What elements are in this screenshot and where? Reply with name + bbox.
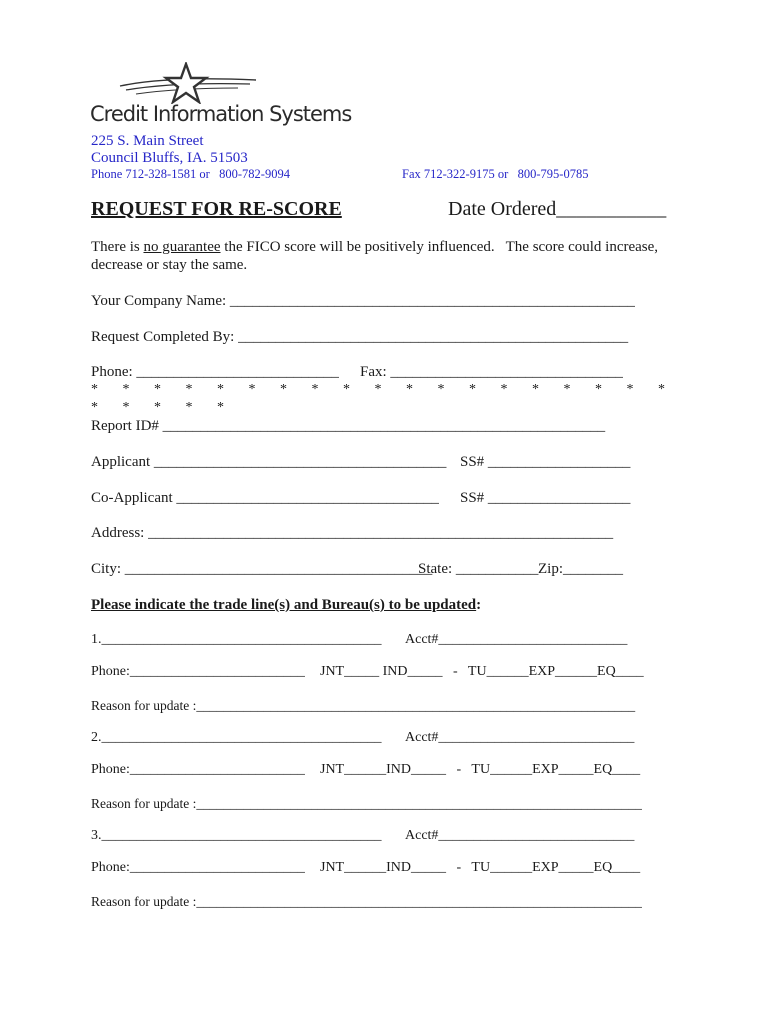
tradeline-2-bureaus-field[interactable]: JNT______IND_____ - TU______EXP_____EQ____ — [320, 762, 641, 777]
tradeline-3-creditor-field[interactable]: 3.________________________________________ — [91, 828, 382, 843]
tradeline-3-reason-field[interactable]: Reason for update :__________________________________________________________________ — [91, 894, 642, 909]
report-id-field[interactable]: Report ID# ___________________________________________________________ — [91, 418, 606, 434]
tradeline-2-acct-field[interactable]: Acct#____________________________ — [405, 730, 635, 745]
address-field[interactable]: Address: ______________________________________________________________ — [91, 525, 614, 541]
applicant-field[interactable]: Applicant _______________________________________ — [91, 454, 447, 470]
star-separator-row-2: * * * * * — [91, 400, 224, 415]
date-ordered-field[interactable]: Date Ordered___________ — [448, 198, 667, 220]
tradeline-1-reason-field[interactable]: Reason for update :_________________________________________________________________ — [91, 698, 636, 713]
state-field[interactable]: State: ___________ — [418, 561, 539, 577]
tradelines-heading: Please indicate the trade line(s) and Bureau(s) to be updated: — [91, 597, 482, 613]
no-guarantee-text: no guarantee — [143, 239, 221, 255]
tradeline-3-bureaus-field[interactable]: JNT______IND_____ - TU______EXP_____EQ____ — [320, 860, 641, 875]
zip-field[interactable]: Zip:________ — [538, 561, 623, 577]
tradeline-2-reason-field[interactable]: Reason for update :__________________________________________________________________ — [91, 796, 642, 811]
company-phone: Phone 712-328-1581 or 800-782-9094 — [91, 167, 290, 181]
co-applicant-field[interactable]: Co-Applicant ___________________________________ — [91, 490, 439, 506]
city-field[interactable]: City: _________________________________________ — [91, 561, 433, 577]
co-applicant-ss-field[interactable]: SS# ___________________ — [460, 490, 631, 506]
tradeline-2-creditor-field[interactable]: 2.________________________________________ — [91, 730, 382, 745]
applicant-ss-field[interactable]: SS# ___________________ — [460, 454, 631, 470]
company-name-field[interactable]: Your Company Name: ______________________________________________________ — [91, 293, 635, 309]
tradeline-3-phone-field[interactable]: Phone:_________________________ — [91, 860, 305, 875]
page-title: REQUEST FOR RE-SCORE — [91, 198, 342, 220]
tradeline-1-acct-field[interactable]: Acct#___________________________ — [405, 632, 628, 647]
tradeline-2-phone-field[interactable]: Phone:_________________________ — [91, 762, 305, 777]
star-separator-row-1: * * * * * * * * * * * * * * * * * * * — [91, 382, 665, 397]
company-city: Council Bluffs, IA. 51503 — [91, 150, 248, 166]
request-completed-by-field[interactable]: Request Completed By: ____________________________________________________ — [91, 329, 629, 345]
tradeline-1-creditor-field[interactable]: 1.________________________________________ — [91, 632, 382, 647]
company-street: 225 S. Main Street — [91, 133, 204, 149]
tradeline-1-bureaus-field[interactable]: JNT_____ IND_____ - TU______EXP______EQ____ — [320, 664, 644, 679]
phone-field[interactable]: Phone: ___________________________ — [91, 364, 339, 380]
company-fax: Fax 712-322-9175 or 800-795-0785 — [402, 167, 589, 181]
disclaimer-line-1: There is no guarantee the FICO score will be positively influenced. The score could increase, — [91, 239, 659, 255]
star-logo-icon — [118, 62, 258, 104]
disclaimer-line-2: decrease or stay the same. — [91, 257, 248, 273]
company-name: Credit Information Systems — [90, 102, 352, 126]
tradeline-3-acct-field[interactable]: Acct#____________________________ — [405, 828, 635, 843]
tradeline-1-phone-field[interactable]: Phone:_________________________ — [91, 664, 305, 679]
fax-field[interactable]: Fax: _______________________________ — [360, 364, 623, 380]
